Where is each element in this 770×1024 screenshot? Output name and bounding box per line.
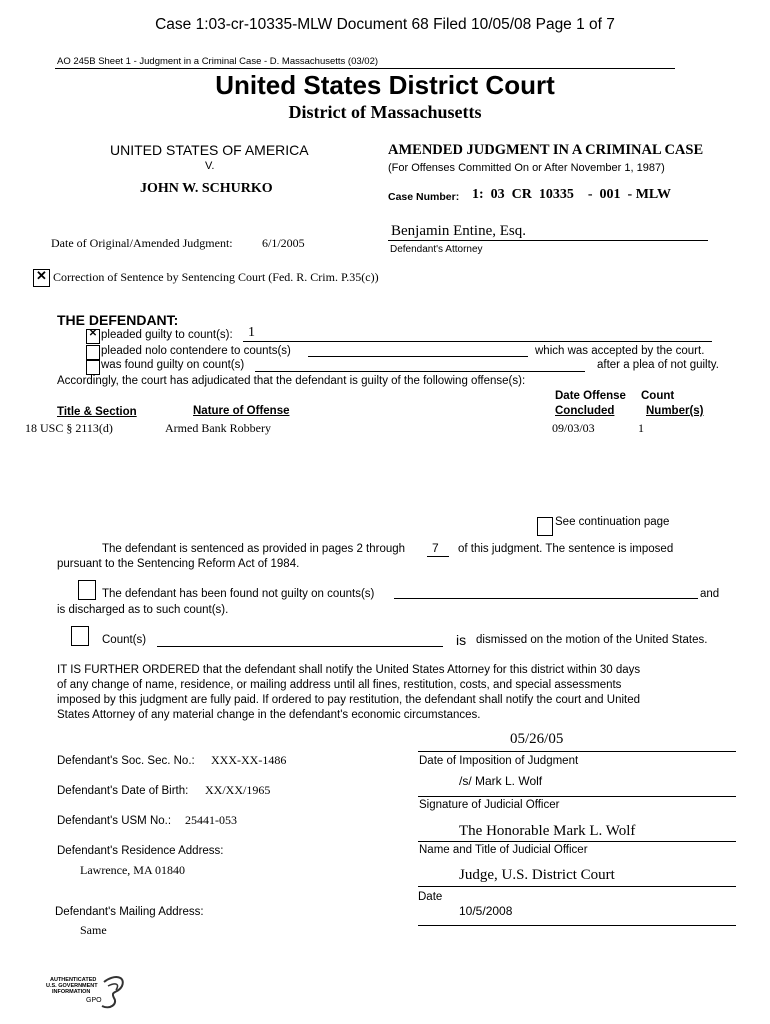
mailing-label: Defendant's Mailing Address:	[55, 906, 204, 918]
date-label: Date	[418, 891, 443, 903]
case-number-value: 1: 03 CR 10335 - 001 - MLW	[472, 187, 671, 202]
count-header-top: Count	[641, 390, 675, 402]
date-offense-header-top: Date Offense	[555, 390, 626, 402]
not-guilty-suffix: and	[700, 588, 720, 600]
sentence-text-line2: pursuant to the Sentencing Reform Act of 1984.	[57, 558, 300, 570]
attorney-name: Benjamin Entine, Esq.	[391, 223, 526, 239]
correction-label: Correction of Sentence by Sentencing Court (Fed. R. Crim. P.35(c))	[53, 270, 379, 284]
correction-checkbox[interactable]	[33, 269, 50, 287]
plaintiff-name: UNITED STATES OF AMERICA	[110, 142, 309, 158]
found-guilty-checkbox[interactable]	[86, 360, 100, 375]
form-underline	[55, 68, 675, 69]
attorney-label: Defendant's Attorney	[390, 244, 483, 255]
residence-value: Lawrence, MA 01840	[80, 863, 185, 877]
district-name: District of Massachusetts	[288, 102, 482, 122]
counts-label: Count(s)	[102, 634, 147, 646]
offense-nature: Armed Bank Robbery	[165, 421, 271, 435]
original-judgment-date: 6/1/2005	[262, 236, 305, 250]
nolo-line	[308, 356, 528, 357]
counts-dismissed-checkbox[interactable]	[71, 626, 89, 646]
case-number-label: Case Number:	[388, 191, 460, 203]
continuation-label: See continuation page	[555, 516, 670, 528]
attorney-underline	[388, 240, 708, 241]
date-offense-header-bottom: Concluded	[555, 405, 615, 417]
accordingly-text: Accordingly, the court has adjudicated that the defendant is guilty of the following offense(s):	[57, 375, 526, 387]
judge-name: The Honorable Mark L. Wolf	[459, 823, 636, 839]
imposition-date: 05/26/05	[510, 731, 564, 747]
judge-name-line	[418, 841, 736, 842]
mailing-value: Same	[80, 923, 107, 937]
judge-title-line	[418, 886, 736, 887]
order-text-line-3: imposed by this judgment are fully paid. If ordered to pay restitution, the defendant shall notify the court and United	[57, 694, 641, 706]
sentence-pages: 7	[432, 541, 439, 555]
order-text-line-2: of any change of name, residence, or mailing address until all fines, restitution, costs, and special assessments	[57, 679, 622, 691]
date-value: 10/5/2008	[459, 904, 513, 918]
gpo-line-3: INFORMATION	[52, 989, 91, 995]
versus: V.	[205, 160, 215, 172]
counts-line	[157, 646, 443, 647]
ssn-label: Defendant's Soc. Sec. No.:	[57, 755, 195, 767]
usm-label: Defendant's USM No.:	[57, 815, 172, 827]
nolo-checkbox[interactable]	[86, 345, 100, 360]
pleaded-guilty-label: pleaded guilty to count(s):	[101, 329, 233, 341]
dismissed-text: dismissed on the motion of the United States.	[476, 634, 708, 646]
sentence-pages-line	[427, 556, 449, 557]
offense-date: 09/03/03	[552, 421, 595, 435]
pleaded-guilty-line	[243, 341, 712, 342]
name-title-label: Name and Title of Judicial Officer	[419, 844, 588, 856]
sentence-text-pre: The defendant is sentenced as provided in pages 2 through	[102, 543, 406, 555]
found-guilty-suffix: after a plea of not guilty.	[597, 359, 719, 371]
defendant-heading: THE DEFENDANT:	[57, 312, 179, 328]
offense-count: 1	[638, 421, 644, 435]
order-text-line-1: IT IS FURTHER ORDERED that the defendant shall notify the United States Attorney for this district within 30 days	[57, 664, 641, 676]
count-header-bottom: Number(s)	[646, 405, 704, 417]
offense-date-note: (For Offenses Committed On or After November 1, 1987)	[388, 162, 665, 174]
not-guilty-checkbox[interactable]	[78, 580, 96, 600]
judge-title: Judge, U.S. District Court	[459, 867, 615, 883]
found-guilty-label: was found guilty on count(s)	[101, 359, 245, 371]
gpo-logo	[44, 972, 134, 1012]
dob-value: XX/XX/1965	[205, 783, 271, 797]
found-guilty-line	[255, 371, 585, 372]
date-line	[418, 925, 736, 926]
gpo-line-4: GPO	[86, 997, 102, 1004]
pleaded-guilty-value: 1	[248, 325, 255, 340]
imposition-line	[418, 751, 736, 752]
nolo-label: pleaded nolo contendere to counts(s)	[101, 345, 291, 357]
signature-label: Signature of Judicial Officer	[419, 799, 560, 811]
signature-value: /s/ Mark L. Wolf	[459, 774, 543, 788]
defendant-name: JOHN W. SCHURKO	[140, 181, 273, 196]
gpo-line-1: AUTHENTICATED	[50, 977, 97, 983]
ssn-value: XXX-XX-1486	[211, 753, 287, 767]
order-text-line-4: States Attorney of any material change in the defendant's economic circumstances.	[57, 709, 481, 721]
dob-label: Defendant's Date of Birth:	[57, 785, 189, 797]
offense-title: 18 USC § 2113(d)	[25, 421, 113, 435]
sentence-text-post: of this judgment. The sentence is imposed	[458, 543, 674, 555]
not-guilty-line	[394, 598, 698, 599]
usm-value: 25441-053	[185, 813, 237, 827]
judgment-title: AMENDED JUDGMENT IN A CRIMINAL CASE	[388, 142, 704, 158]
not-guilty-label: The defendant has been found not guilty on counts(s)	[102, 588, 375, 600]
is-word: is	[456, 632, 467, 648]
title-section-header: Title & Section	[57, 406, 137, 418]
nature-header: Nature of Offense	[193, 405, 290, 417]
imposition-label: Date of Imposition of Judgment	[419, 755, 579, 767]
pleaded-guilty-checkbox[interactable]	[86, 329, 100, 344]
gpo-line-2: U.S. GOVERNMENT	[46, 983, 98, 989]
continuation-checkbox[interactable]	[537, 517, 553, 536]
discharged-text: is discharged as to such count(s).	[57, 604, 229, 616]
court-title: United States District Court	[215, 70, 555, 100]
signature-line	[418, 796, 736, 797]
nolo-suffix: which was accepted by the court.	[535, 345, 705, 357]
case-header: Case 1:03-cr-10335-MLW Document 68 Filed 10/05/08 Page 1 of 7	[155, 16, 615, 33]
original-judgment-label: Date of Original/Amended Judgment:	[51, 236, 233, 250]
form-identifier: AO 245B Sheet 1 - Judgment in a Criminal Case - D. Massachusetts (03/02)	[57, 56, 379, 67]
residence-label: Defendant's Residence Address:	[57, 845, 224, 857]
